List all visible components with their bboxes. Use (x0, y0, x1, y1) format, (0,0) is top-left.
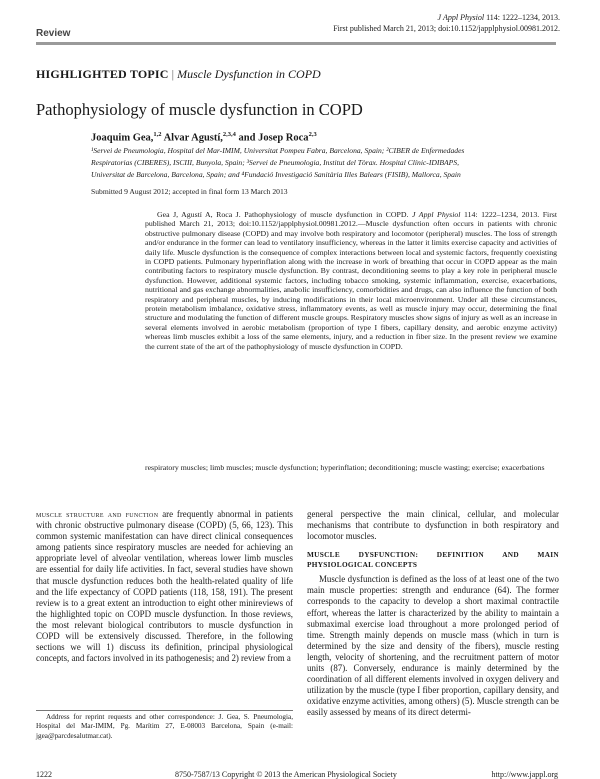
volume-pages: 114: 1222–1234, 2013. (486, 13, 560, 22)
affiliations (91, 145, 561, 182)
author-name: Alvar Agustí, (163, 132, 223, 144)
continued-paragraph: general perspective the main clinical, cellular, and molecular mechanisms that contribute to dysfunction in both respiratory and locomotor muscles. (307, 509, 559, 542)
affiliation-line: ¹Servei de Pneumologia, Hospital del Mar-IMIM, Universitat Pompeu Fabra, Barcelona, Spain; ²CIBER de Enfermedades (91, 146, 465, 155)
intro-text: are frequently abnormal in patients with chronic obstructive pulmonary disease (COPD) (5, 66, 123). This common systemic manifestation can have direct clinical consequences among patients since respiratory muscles are needed for achieving an appropriate level of alveolar ventilation, whereas lower limb muscles are essential for daily life activities. In fact, several studies have shown that muscle dysfunction reduces both the health-related quality of life and the life expectancy of COPD patients (118, 158, 191). The present review is to a great extent an introduction to eight other minireviews of the highlighted topic on COPD muscle dysfunction. In those reviews, the most relevant biological contributors to muscle dysfunction in COPD will be extensively discussed. Therefore, in the following sections we will 1) discuss its definition, principal physiological concepts, and factors involved in its pathogenesis; and 2) review from a (36, 509, 294, 664)
section-heading: MUSCLE DYSFUNCTION: DEFINITION AND MAIN PHYSIOLOGICAL CONCEPTS (307, 550, 559, 570)
author-name: Joaquim Gea, (91, 132, 154, 144)
affiliation-line: Universitat de Barcelona, Barcelona, Spain; and ⁴Fundació Investigació Sanitària Illes Balears (FISIB), Mallorca, Spain (91, 170, 461, 180)
highlighted-topic-name: Muscle Dysfunction in COPD (177, 67, 321, 81)
journal-name: J Appl Physiol (437, 13, 485, 22)
body-column-right (307, 509, 559, 719)
keywords: respiratory muscles; limb muscles; muscle dysfunction; hyperinflation; deconditioning; muscle wasting; exercise; exacerbations (145, 463, 545, 472)
author-affil-sup: 2,3,4 (222, 131, 236, 138)
journal-citation (333, 13, 560, 34)
author-affil-sup: 1,2 (153, 131, 162, 138)
copyright-line: 8750-7587/13 Copyright © 2013 the American Physiological Society (175, 770, 397, 779)
header-rule (36, 42, 556, 45)
citation-authors: Gea J, Agustí A, Roca J. (157, 210, 241, 219)
page-number: 1222 (36, 770, 52, 779)
author-affil-sup: 2,3 (308, 131, 317, 138)
intro-paragraph (36, 509, 293, 664)
author-list (91, 131, 317, 144)
definition-paragraph: Muscle dysfunction is defined as the loss of at least one of the two main muscle properties: strength and endurance (64). The former corresponds to the capacity to develop a short maximal contractile effort, whereas the latter is characterized by the ability to maintain a submaximal exercise load throughout a more prolonged period of time. Strength mainly depends on muscle mass (which in turn is determined by the size and density of the fibers), muscle resting length, velocity of shortening, and the recruitment pattern of motor units (87). Conversely, endurance is mainly determined by the coordination of all different elements involved in oxygen delivery and utilization by the muscle (type I fiber proportion, capillary density, and oxidative enzyme activities, among others) (5). Muscle strength can be easily assessed by means of its direct determi- (307, 574, 559, 718)
footnote-rule (36, 710, 293, 711)
article-title: Pathophysiology of muscle dysfunction in COPD (36, 100, 363, 119)
highlighted-topic (36, 67, 321, 82)
first-published: First published March 21, 2013; doi:10.1152/japplphysiol.00981.2012. (333, 23, 560, 33)
correspondence-footnote: Address for reprint requests and other correspondence: J. Gea, S. Pneumologia, Hospital del Mar-IMIM, Pg. Marítim 27, E-08003 Barcelona, Spain (e-mail: jgea@parcdesalutmar.cat). (36, 713, 293, 740)
journal-url[interactable]: http://www.jappl.org (491, 770, 558, 779)
citation-journal: J Appl Physiol (411, 210, 461, 219)
topic-separator: | (171, 67, 175, 81)
lead-in: muscle structure and function (36, 510, 159, 519)
author-name: and Josep Roca (238, 132, 309, 144)
body-column-left (36, 509, 293, 664)
abstract-body: 114: 1222–1234, 2013. First published March 21, 2013; doi:10.1152/japplphysiol.00981.2012.—Muscle dysfunction often occurs in patients with chronic obstructive pulmonary disease (COPD) and may involve both respiratory and locomotor (peripheral) muscles. The loss of strength and/or endurance in the former can lead to ventilatory insufficiency, whereas in the latter it limits exercise capacity and activities of daily life. Muscle dysfunction is the consequence of complex interactions between local and systemic factors, frequently coexisting in COPD patients. Pulmonary hyperinflation along with the increase in work of breathing that occur in COPD appear as the main contributing factors to respiratory muscle dysfunction. By contrast, deconditioning seems to play a key role in peripheral muscle dysfunction. However, additional systemic factors, including tobacco smoking, systemic inflammation, exercise, exacerbations, nutritional and gas exchange abnormalities, anabolic insufficiency, comorbidities and drugs, can also influence the function of both respiratory and peripheral muscles, by inducing modifications in their local microenvironment. Under all these circumstances, protein metabolism imbalance, oxidative stress, inflammatory events, as well as muscle injury may occur, determining the final structure and modulating the function of different muscle groups. Respiratory muscles show signs of injury as well as an increase in several elements involved in aerobic metabolism (proportion of type I fibers, capillary density, and aerobic enzyme activity) whereas limb muscles exhibit a loss of the same elements, injury, and a reduction in fiber size. In the present review we examine the current state of the art of the pathophysiology of muscle dysfunction in COPD. (145, 210, 557, 351)
highlighted-tag: HIGHLIGHTED TOPIC (36, 67, 169, 81)
submission-dates: Submitted 9 August 2012; accepted in final form 13 March 2013 (91, 187, 288, 196)
abstract (145, 210, 557, 351)
affiliation-line: Respiratorias (CIBERES), ISCIII, Bunyola, Spain; ³Servei de Pneumologia, Institut del Tòrax. Hospital Clínic-IDIBAPS, (91, 158, 459, 168)
section-label: Review (36, 28, 71, 39)
citation-title: Pathophysiology of muscle dysfunction in COPD. (244, 210, 409, 219)
